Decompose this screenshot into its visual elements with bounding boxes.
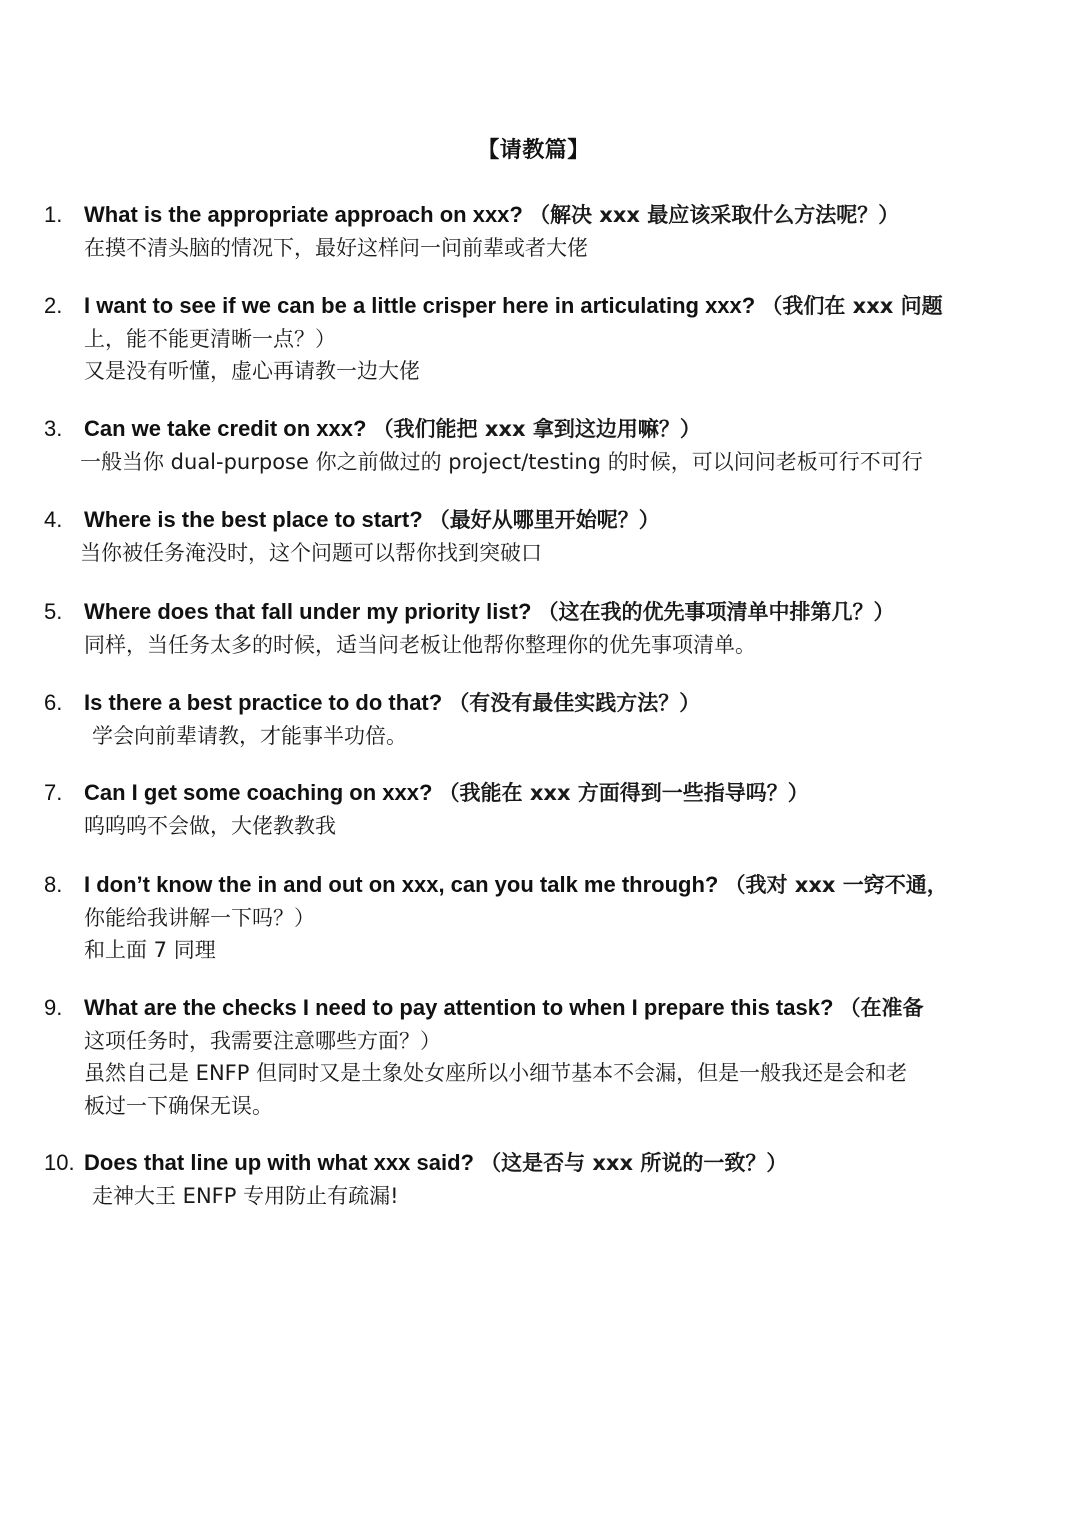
question-translation: （我对 xxx 一窍不通， bbox=[724, 873, 948, 897]
item-note: 当你被任务淹没时，这个问题可以帮你找到突破口 bbox=[80, 540, 542, 565]
question-english: Where is the best place to start? bbox=[84, 507, 423, 532]
question-text bbox=[84, 504, 660, 537]
question-english: Can I get some coaching on xxx? bbox=[84, 780, 433, 805]
item-note-continued: 板过一下确保无误。 bbox=[84, 1093, 273, 1118]
list-item bbox=[44, 777, 1024, 842]
item-number: 8. bbox=[44, 872, 63, 897]
item-note: 呜呜呜不会做，大佬教教我 bbox=[84, 813, 336, 838]
question-text bbox=[84, 1147, 787, 1180]
question-row bbox=[44, 777, 1024, 810]
list-item bbox=[44, 199, 1024, 264]
item-note: 一般当你 dual-purpose 你之前做过的 project/testing 的时候，可以问问老板可行不可行 bbox=[80, 449, 923, 474]
question-translation-continued: 上，能不能更清晰一点？） bbox=[84, 326, 336, 351]
question-english: What is the appropriate approach on xxx? bbox=[84, 202, 523, 227]
question-english: What are the checks I need to pay attention to when I prepare this task? bbox=[84, 995, 834, 1020]
item-note: 同样，当任务太多的时候，适当问老板让他帮你整理你的优先事项清单。 bbox=[84, 632, 756, 657]
item-number: 2. bbox=[44, 293, 63, 318]
question-translation: （在准备 bbox=[839, 996, 924, 1020]
question-row bbox=[44, 504, 1024, 537]
question-text bbox=[84, 687, 700, 720]
item-number: 9. bbox=[44, 995, 63, 1020]
item-number: 7. bbox=[44, 780, 63, 805]
question-translation: （这是否与 xxx 所说的一致？） bbox=[480, 1151, 788, 1175]
item-note: 走神大王 ENFP 专用防止有疏漏! bbox=[92, 1183, 399, 1208]
list-item bbox=[44, 869, 1024, 967]
item-number: 5. bbox=[44, 599, 63, 624]
item-note: 在摸不清头脑的情况下，最好这样问一问前辈或者大佬 bbox=[84, 235, 588, 260]
question-english: Can we take credit on xxx? bbox=[84, 416, 367, 441]
item-number: 10. bbox=[44, 1150, 75, 1175]
question-row bbox=[44, 290, 1024, 323]
question-translation: （解决 xxx 最应该采取什么方法呢？） bbox=[528, 203, 900, 227]
question-text bbox=[84, 199, 899, 232]
item-number: 4. bbox=[44, 507, 63, 532]
list-item bbox=[44, 596, 1024, 661]
list-item bbox=[44, 290, 1024, 388]
item-note: 和上面 7 同理 bbox=[84, 938, 216, 962]
item-note: 学会向前辈请教，才能事半功倍。 bbox=[92, 723, 407, 748]
question-text bbox=[84, 596, 895, 629]
item-note: 又是没有听懂，虚心再请教一边大佬 bbox=[84, 359, 420, 383]
list-item bbox=[44, 687, 1024, 752]
question-translation: （最好从哪里开始呢？） bbox=[428, 508, 660, 532]
question-row bbox=[44, 199, 1024, 232]
question-row bbox=[44, 413, 1024, 446]
question-text bbox=[84, 777, 809, 810]
question-translation: （我们在 xxx 问题 bbox=[761, 294, 943, 318]
question-text bbox=[84, 992, 924, 1025]
question-row bbox=[44, 992, 1024, 1025]
question-row bbox=[44, 596, 1024, 629]
question-text bbox=[84, 869, 948, 902]
item-number: 1. bbox=[44, 202, 63, 227]
question-english: I want to see if we can be a little crisper here in articulating xxx? bbox=[84, 293, 756, 318]
page-title: 【请教篇】 bbox=[477, 138, 590, 163]
question-row bbox=[44, 1147, 1024, 1180]
item-note: 虽然自己是 ENFP 但同时又是土象处女座所以小细节基本不会漏，但是一般我还是会和老 bbox=[84, 1061, 908, 1085]
question-row bbox=[44, 869, 1024, 902]
question-english: Does that line up with what xxx said? bbox=[84, 1150, 474, 1175]
question-translation-continued: 你能给我讲解一下吗？） bbox=[84, 905, 315, 930]
question-translation: （有没有最佳实践方法？） bbox=[448, 691, 701, 715]
question-english: Is there a best practice to do that? bbox=[84, 690, 443, 715]
question-text bbox=[84, 413, 701, 446]
question-english: I don’t know the in and out on xxx, can you talk me through? bbox=[84, 872, 719, 897]
question-translation-continued: 这项任务时，我需要注意哪些方面？） bbox=[84, 1028, 441, 1053]
list-item bbox=[44, 504, 1024, 569]
list-item bbox=[44, 1147, 1024, 1212]
item-number: 6. bbox=[44, 690, 63, 715]
question-translation: （我能在 xxx 方面得到一些指导吗？） bbox=[438, 781, 809, 805]
list-item bbox=[44, 992, 1024, 1122]
question-translation: （我们能把 xxx 拿到这边用嘛？） bbox=[372, 417, 701, 441]
list-item bbox=[44, 413, 1024, 478]
item-number: 3. bbox=[44, 416, 63, 441]
question-english: Where does that fall under my priority list? bbox=[84, 599, 532, 624]
question-translation: （这在我的优先事项清单中排第几？） bbox=[537, 600, 895, 624]
question-row bbox=[44, 687, 1024, 720]
question-text bbox=[84, 290, 943, 323]
